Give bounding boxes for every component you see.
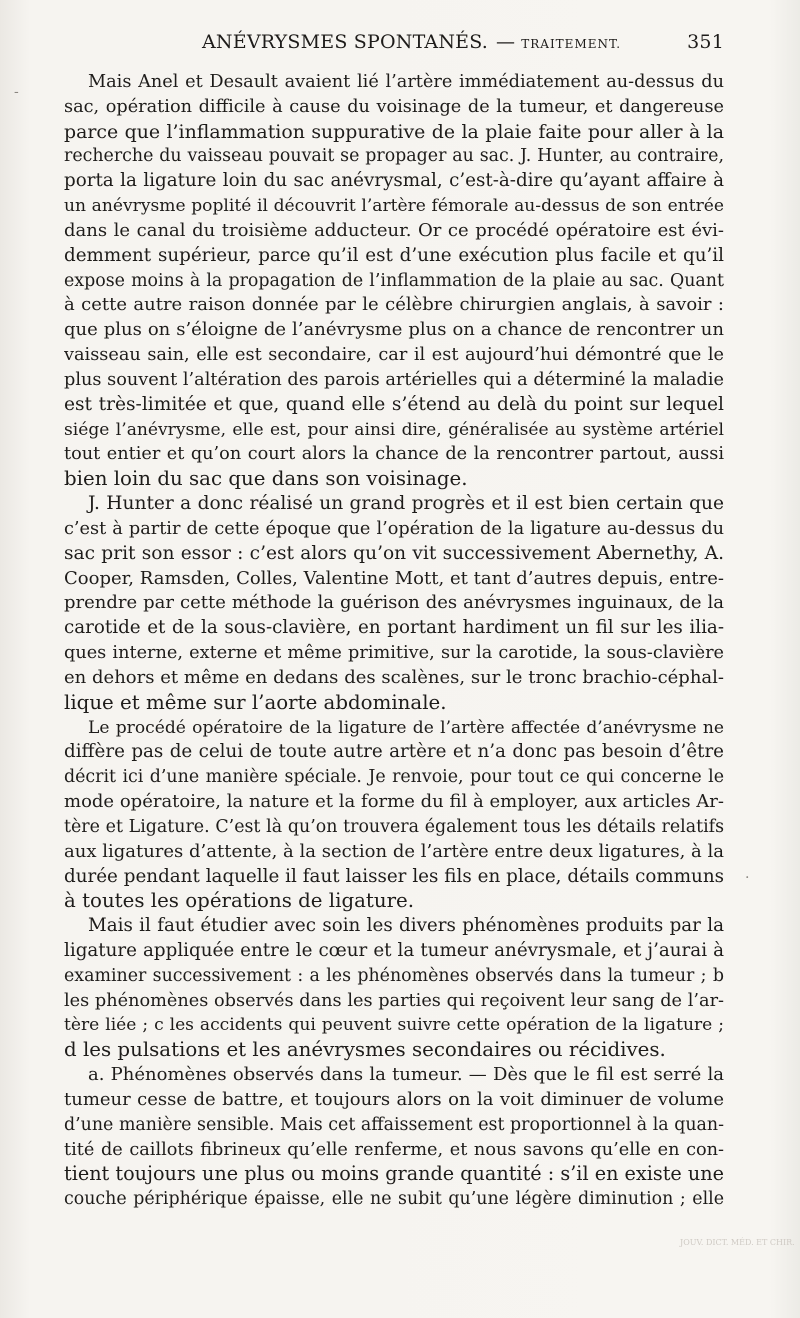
text-line: siége l’anévrysme, elle est, pour ainsi dire, généralisée au système artériel xyxy=(64,419,724,440)
text-line: mode opératoire, la nature et la forme du fil à employer, aux articles Ar- xyxy=(64,791,724,813)
text-line: d les pulsations et les anévrysmes secondaires ou récidives. xyxy=(64,1038,666,1062)
text-line: lique et même sur l’aorte abdominale. xyxy=(64,690,447,714)
running-head xyxy=(202,31,621,53)
text-line: aux ligatures d’attente, à la section de l’artère entre deux ligatures, à la xyxy=(64,840,724,862)
running-head-subtitle: TRAITEMENT. xyxy=(521,37,622,51)
text-line: c’est à partir de cette époque que l’opération de la ligature au-dessus du xyxy=(64,518,724,539)
text-line: prendre par cette méthode la guérison des anévrysmes inguinaux, de la xyxy=(64,592,724,614)
text-line: un anévrysme poplité il découvrit l’artère fémorale au-dessus de son entrée xyxy=(64,196,724,217)
text-line: tout entier et qu’on court alors la chance de la rencontrer partout, aussi xyxy=(64,444,724,465)
running-head-dash: — xyxy=(496,31,516,53)
margin-mark-right-middle: . xyxy=(745,866,750,882)
text-line: à cette autre raison donnée par le célèbre chirurgien anglais, à savoir : xyxy=(64,294,724,316)
text-line: dans le canal du troisième adducteur. Or ce procédé opératoire est évi- xyxy=(64,219,724,241)
text-line: parce que l’inflammation suppurative de la plaie faite pour aller à la xyxy=(64,120,724,143)
margin-mark-top-left: - xyxy=(14,84,19,100)
text-line: couche périphérique épaisse, elle ne subit qu’une légère diminution ; elle xyxy=(64,1189,724,1210)
text-line: vaisseau sain, elle est secondaire, car il est aujourd’hui démontré que le xyxy=(64,345,724,366)
text-line: Le procédé opératoire de la ligature de l’artère affectée d’anévrysme ne xyxy=(88,717,724,738)
text-line: tère et Ligature. C’est là qu’on trouvera également tous les détails relatifs xyxy=(64,816,724,837)
text-line: tumeur cesse de battre, et toujours alors on la voit diminuer de volume xyxy=(64,1088,724,1110)
text-line: sac, opération difficile à cause du voisinage de la tumeur, et dangereuse xyxy=(64,96,724,117)
text-line: plus souvent l’altération des parois artérielles qui a déterminé la maladie xyxy=(64,369,724,390)
text-line: ligature appliquée entre le cœur et la tumeur anévrysmale, et j’aurai à xyxy=(64,939,724,961)
text-line: a. Phénomènes observés dans la tumeur. — Dès que le fil est serré la xyxy=(88,1064,724,1086)
text-line: porta la ligature loin du sac anévrysmal, c’est-à-dire qu’ayant affaire à xyxy=(64,170,724,192)
running-head-title: ANÉVRYSMES SPONTANÉS. xyxy=(202,31,489,53)
text-line: d’une manière sensible. Mais cet affaissement est proportionnel à la quan- xyxy=(64,1114,724,1135)
text-line: que plus on s’éloigne de l’anévrysme plus on a chance de rencontrer un xyxy=(64,319,724,341)
text-line: les phénomènes observés dans les parties qui reçoivent leur sang de l’ar- xyxy=(64,990,724,1011)
text-line: bien loin du sac que dans son voisinage. xyxy=(64,467,468,491)
text-line: tité de caillots fibrineux qu’elle renferme, et nous savons qu’elle en con- xyxy=(64,1139,724,1160)
text-line: J. Hunter a donc réalisé un grand progrès et il est bien certain que xyxy=(88,493,724,515)
text-line: durée pendant laquelle il faut laisser les fils en place, détails communs xyxy=(64,865,724,887)
text-line: en dehors et même en dedans des scalènes, sur le tronc brachio-céphal- xyxy=(64,666,724,688)
text-line: recherche du vaisseau pouvait se propager au sac. J. Hunter, au contraire, xyxy=(64,146,724,167)
text-line: expose moins à la propagation de l’inflammation de la plaie au sac. Quant xyxy=(64,270,724,291)
text-line: sac prit son essor : c’est alors qu’on vit successivement Abernethy, A. xyxy=(64,542,724,564)
text-line: à toutes les opérations de ligature. xyxy=(64,889,415,913)
text-line: tère liée ; c les accidents qui peuvent suivre cette opération de la ligature ; xyxy=(64,1015,724,1036)
text-line: carotide et de la sous-clavière, en portant hardiment un fil sur les ilia- xyxy=(64,617,724,639)
text-line: Mais Anel et Desault avaient lié l’artère immédiatement au-dessus du xyxy=(88,72,724,92)
text-line: examiner successivement : a les phénomènes observés dans la tumeur ; b xyxy=(64,965,724,986)
text-line: ques interne, externe et même primitive, sur la carotide, la sous-clavière xyxy=(64,643,724,664)
text-line: tient toujours une plus ou moins grande quantité : s’il en existe une xyxy=(64,1162,724,1186)
text-line: demment supérieur, parce qu’il est d’une exécution plus facile et qu’il xyxy=(64,244,724,266)
page-number: 351 xyxy=(687,31,724,53)
body-text xyxy=(64,70,724,1212)
text-line: diffère pas de celui de toute autre artère et n’a donc pas besoin d’être xyxy=(64,741,724,763)
text-line: est très-limitée et que, quand elle s’étend au delà du point sur lequel xyxy=(64,393,724,415)
faint-footer-note: JOUV. DICT. MÉD. ET CHIR. xyxy=(680,1238,795,1247)
page-header xyxy=(64,31,724,59)
text-line: Cooper, Ramsden, Colles, Valentine Mott, et tant d’autres depuis, entre- xyxy=(64,567,724,589)
text-line: décrit ici d’une manière spéciale. Je renvoie, pour tout ce qui concerne le xyxy=(64,767,724,788)
text-line: Mais il faut étudier avec soin les divers phénomènes produits par la xyxy=(88,915,724,937)
